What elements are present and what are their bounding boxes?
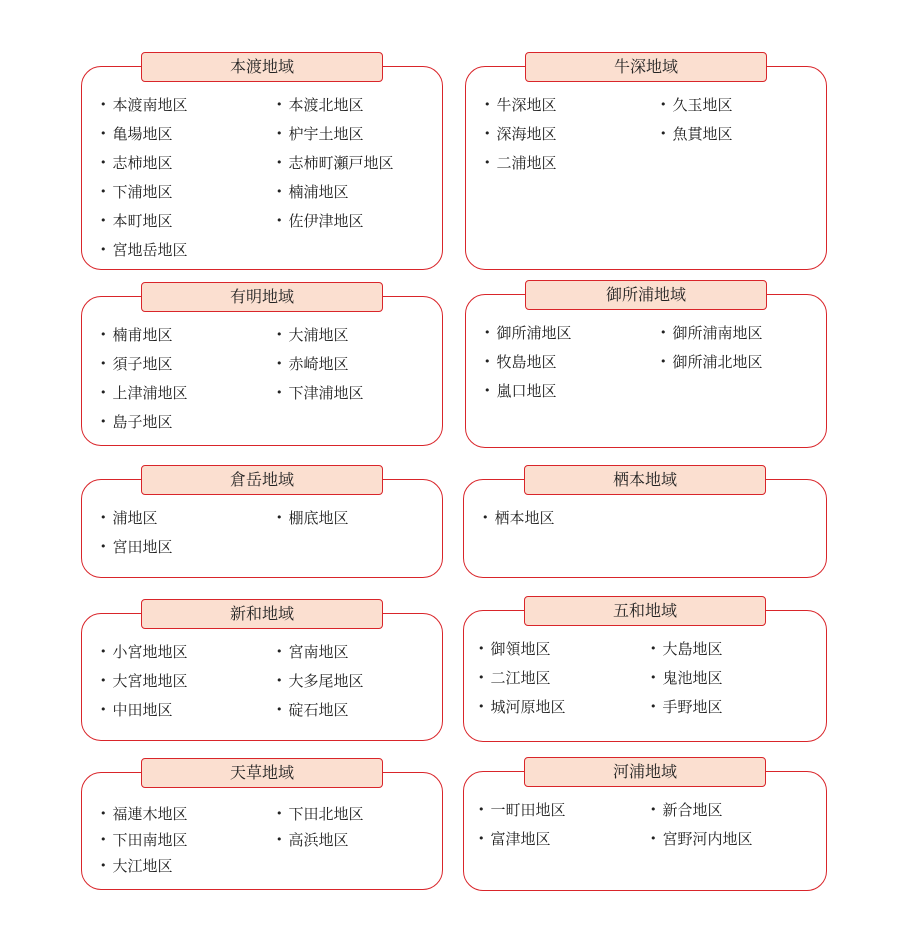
- district-item: • 下津浦地区: [276, 382, 432, 411]
- district-item: • 本町地区: [100, 210, 276, 239]
- district-item: • 栖本地区: [482, 507, 658, 536]
- district-list: [100, 94, 432, 268]
- district-item: • 楠甫地区: [100, 324, 276, 353]
- region-kawaura: [463, 762, 827, 891]
- district-list: [484, 322, 816, 409]
- district-item: • 大江地区: [100, 855, 276, 881]
- district-item: • 小宮地地区: [100, 641, 276, 670]
- district-item: • 深海地区: [484, 123, 660, 152]
- district-list: [100, 324, 432, 440]
- district-list: [484, 94, 816, 181]
- district-item: • 須子地区: [100, 353, 276, 382]
- district-item: • 宮田地区: [100, 536, 276, 565]
- district-item: • 大島地区: [650, 638, 816, 667]
- district-item: • 魚貫地区: [660, 123, 816, 152]
- district-item: • 福連木地区: [100, 803, 276, 829]
- district-list: [478, 799, 816, 857]
- district-item: • 中田地区: [100, 699, 276, 728]
- district-list: [482, 507, 816, 536]
- district-item: • 大宮地地区: [100, 670, 276, 699]
- district-item: • 城河原地区: [478, 696, 650, 725]
- district-item: • 御所浦北地区: [660, 351, 816, 380]
- district-list: [100, 641, 432, 728]
- region-title: 五和地域: [524, 596, 766, 626]
- district-item: • 鬼池地区: [650, 667, 816, 696]
- region-amakusa: [81, 763, 443, 890]
- district-item: • 御領地区: [478, 638, 650, 667]
- district-list: [478, 638, 816, 725]
- district-item: • 二江地区: [478, 667, 650, 696]
- region-shinwa: [81, 604, 443, 741]
- district-item: • 棚底地区: [276, 507, 432, 536]
- district-item: • 御所浦南地区: [660, 322, 816, 351]
- region-title: 河浦地域: [524, 757, 766, 787]
- district-item: • 碇石地区: [276, 699, 432, 728]
- district-item: • 亀場地区: [100, 123, 276, 152]
- district-item: • 下田北地区: [276, 803, 432, 829]
- district-item: • 大多尾地区: [276, 670, 432, 699]
- district-item: • 二浦地区: [484, 152, 660, 181]
- district-item: • 一町田地区: [478, 799, 650, 828]
- region-ushibuka: [465, 57, 827, 270]
- region-kuratake: [81, 470, 443, 578]
- district-item: • 牛深地区: [484, 94, 660, 123]
- region-goshoura: [465, 285, 827, 448]
- region-title: 御所浦地域: [525, 280, 767, 310]
- district-item: • 楠浦地区: [276, 181, 432, 210]
- district-item: • 新合地区: [650, 799, 816, 828]
- district-item: • 本渡南地区: [100, 94, 276, 123]
- region-ariake: [81, 287, 443, 446]
- district-item: • 宮南地区: [276, 641, 432, 670]
- district-item: • 嵐口地区: [484, 380, 660, 409]
- district-item: • 宮地岳地区: [100, 239, 276, 268]
- region-title: 新和地域: [141, 599, 383, 629]
- district-list: [100, 507, 432, 565]
- region-title: 有明地域: [141, 282, 383, 312]
- district-item: • 牧島地区: [484, 351, 660, 380]
- district-item: • 志柿地区: [100, 152, 276, 181]
- district-item: • 本渡北地区: [276, 94, 432, 123]
- region-title: 倉岳地域: [141, 465, 383, 495]
- district-item: • 手野地区: [650, 696, 816, 725]
- district-item: • 大浦地区: [276, 324, 432, 353]
- district-item: • 高浜地区: [276, 829, 432, 855]
- district-item: • 志柿町瀬戸地区: [276, 152, 432, 181]
- district-item: • 佐伊津地区: [276, 210, 432, 239]
- region-sumoto: [463, 470, 827, 578]
- region-title: 栖本地域: [524, 465, 766, 495]
- district-item: • 枦宇土地区: [276, 123, 432, 152]
- district-item: • 下田南地区: [100, 829, 276, 855]
- district-item: • 下浦地区: [100, 181, 276, 210]
- region-hondo: [81, 57, 443, 270]
- region-title: 牛深地域: [525, 52, 767, 82]
- district-item: • 御所浦地区: [484, 322, 660, 351]
- region-itsuwa: [463, 601, 827, 742]
- district-item: • 富津地区: [478, 828, 650, 857]
- district-item: • 上津浦地区: [100, 382, 276, 411]
- region-title: 本渡地域: [141, 52, 383, 82]
- region-title: 天草地域: [141, 758, 383, 788]
- district-item: • 赤崎地区: [276, 353, 432, 382]
- district-item: • 宮野河内地区: [650, 828, 816, 857]
- district-item: • 久玉地区: [660, 94, 816, 123]
- district-list: [100, 803, 432, 881]
- district-item: • 島子地区: [100, 411, 276, 440]
- district-item: • 浦地区: [100, 507, 276, 536]
